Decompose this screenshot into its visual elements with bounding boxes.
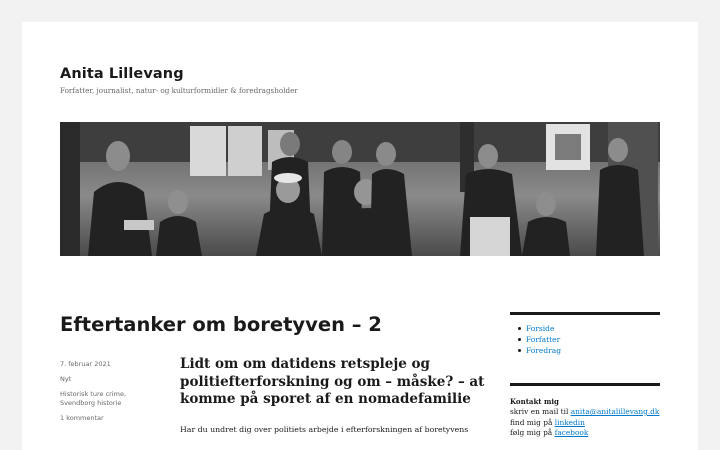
menu-item: [518, 323, 668, 334]
contact-email-prefix: skriv en mail til: [510, 407, 571, 416]
contact-linkedin-line: [510, 418, 680, 429]
sidebar-menu: [510, 323, 668, 356]
post-body: Har du undret dig over politiets arbejde i efterforskningen af boretyvens: [180, 425, 469, 434]
header-image[interactable]: [60, 122, 660, 256]
menu-link-forside[interactable]: Forside: [526, 324, 555, 333]
page: [22, 22, 698, 450]
post-categories: [60, 390, 140, 408]
contact-widget-title: Kontakt mig: [510, 397, 559, 406]
contact-email-line: [510, 407, 680, 418]
sidebar-divider: [510, 312, 660, 315]
linkedin-link[interactable]: linkedin: [554, 417, 585, 427]
contact-facebook-line: [510, 428, 680, 439]
contact-widget: [510, 407, 680, 439]
email-link[interactable]: anita@anitalillevang.dk: [570, 407, 660, 416]
menu-item: [518, 345, 668, 356]
menu-link-forfatter[interactable]: Forfatter: [526, 335, 561, 344]
contact-linkedin-prefix: find mig på: [510, 417, 555, 427]
contact-facebook-prefix: følg mig på: [510, 428, 555, 438]
post-title[interactable]: Eftertanker om boretyven – 2: [60, 313, 382, 336]
menu-link-foredrag[interactable]: Foredrag: [526, 346, 561, 355]
sidebar-divider: [510, 383, 660, 386]
menu-item: [518, 334, 668, 345]
site-title[interactable]: Anita Lillevang: [60, 66, 184, 82]
header-photo: [60, 122, 660, 256]
comments-link[interactable]: 1 kommentar: [60, 414, 104, 422]
post-subtitle: Lidt om om datidens retspleje og politiefterforskning og om – måske? – at komme på sporet af en nomadefamilie: [180, 356, 485, 407]
site-description: Forfatter, journalist, natur- og kulturformidler & foredragsholder: [60, 86, 298, 95]
post-meta: [60, 360, 140, 429]
post-author[interactable]: Nyt: [60, 375, 72, 383]
category-link[interactable]: Svendborg historie: [60, 399, 122, 407]
facebook-link[interactable]: facebook: [554, 428, 589, 438]
category-link[interactable]: Historisk ture crime,: [60, 390, 127, 398]
post-date[interactable]: 7. februar 2021: [60, 360, 111, 368]
